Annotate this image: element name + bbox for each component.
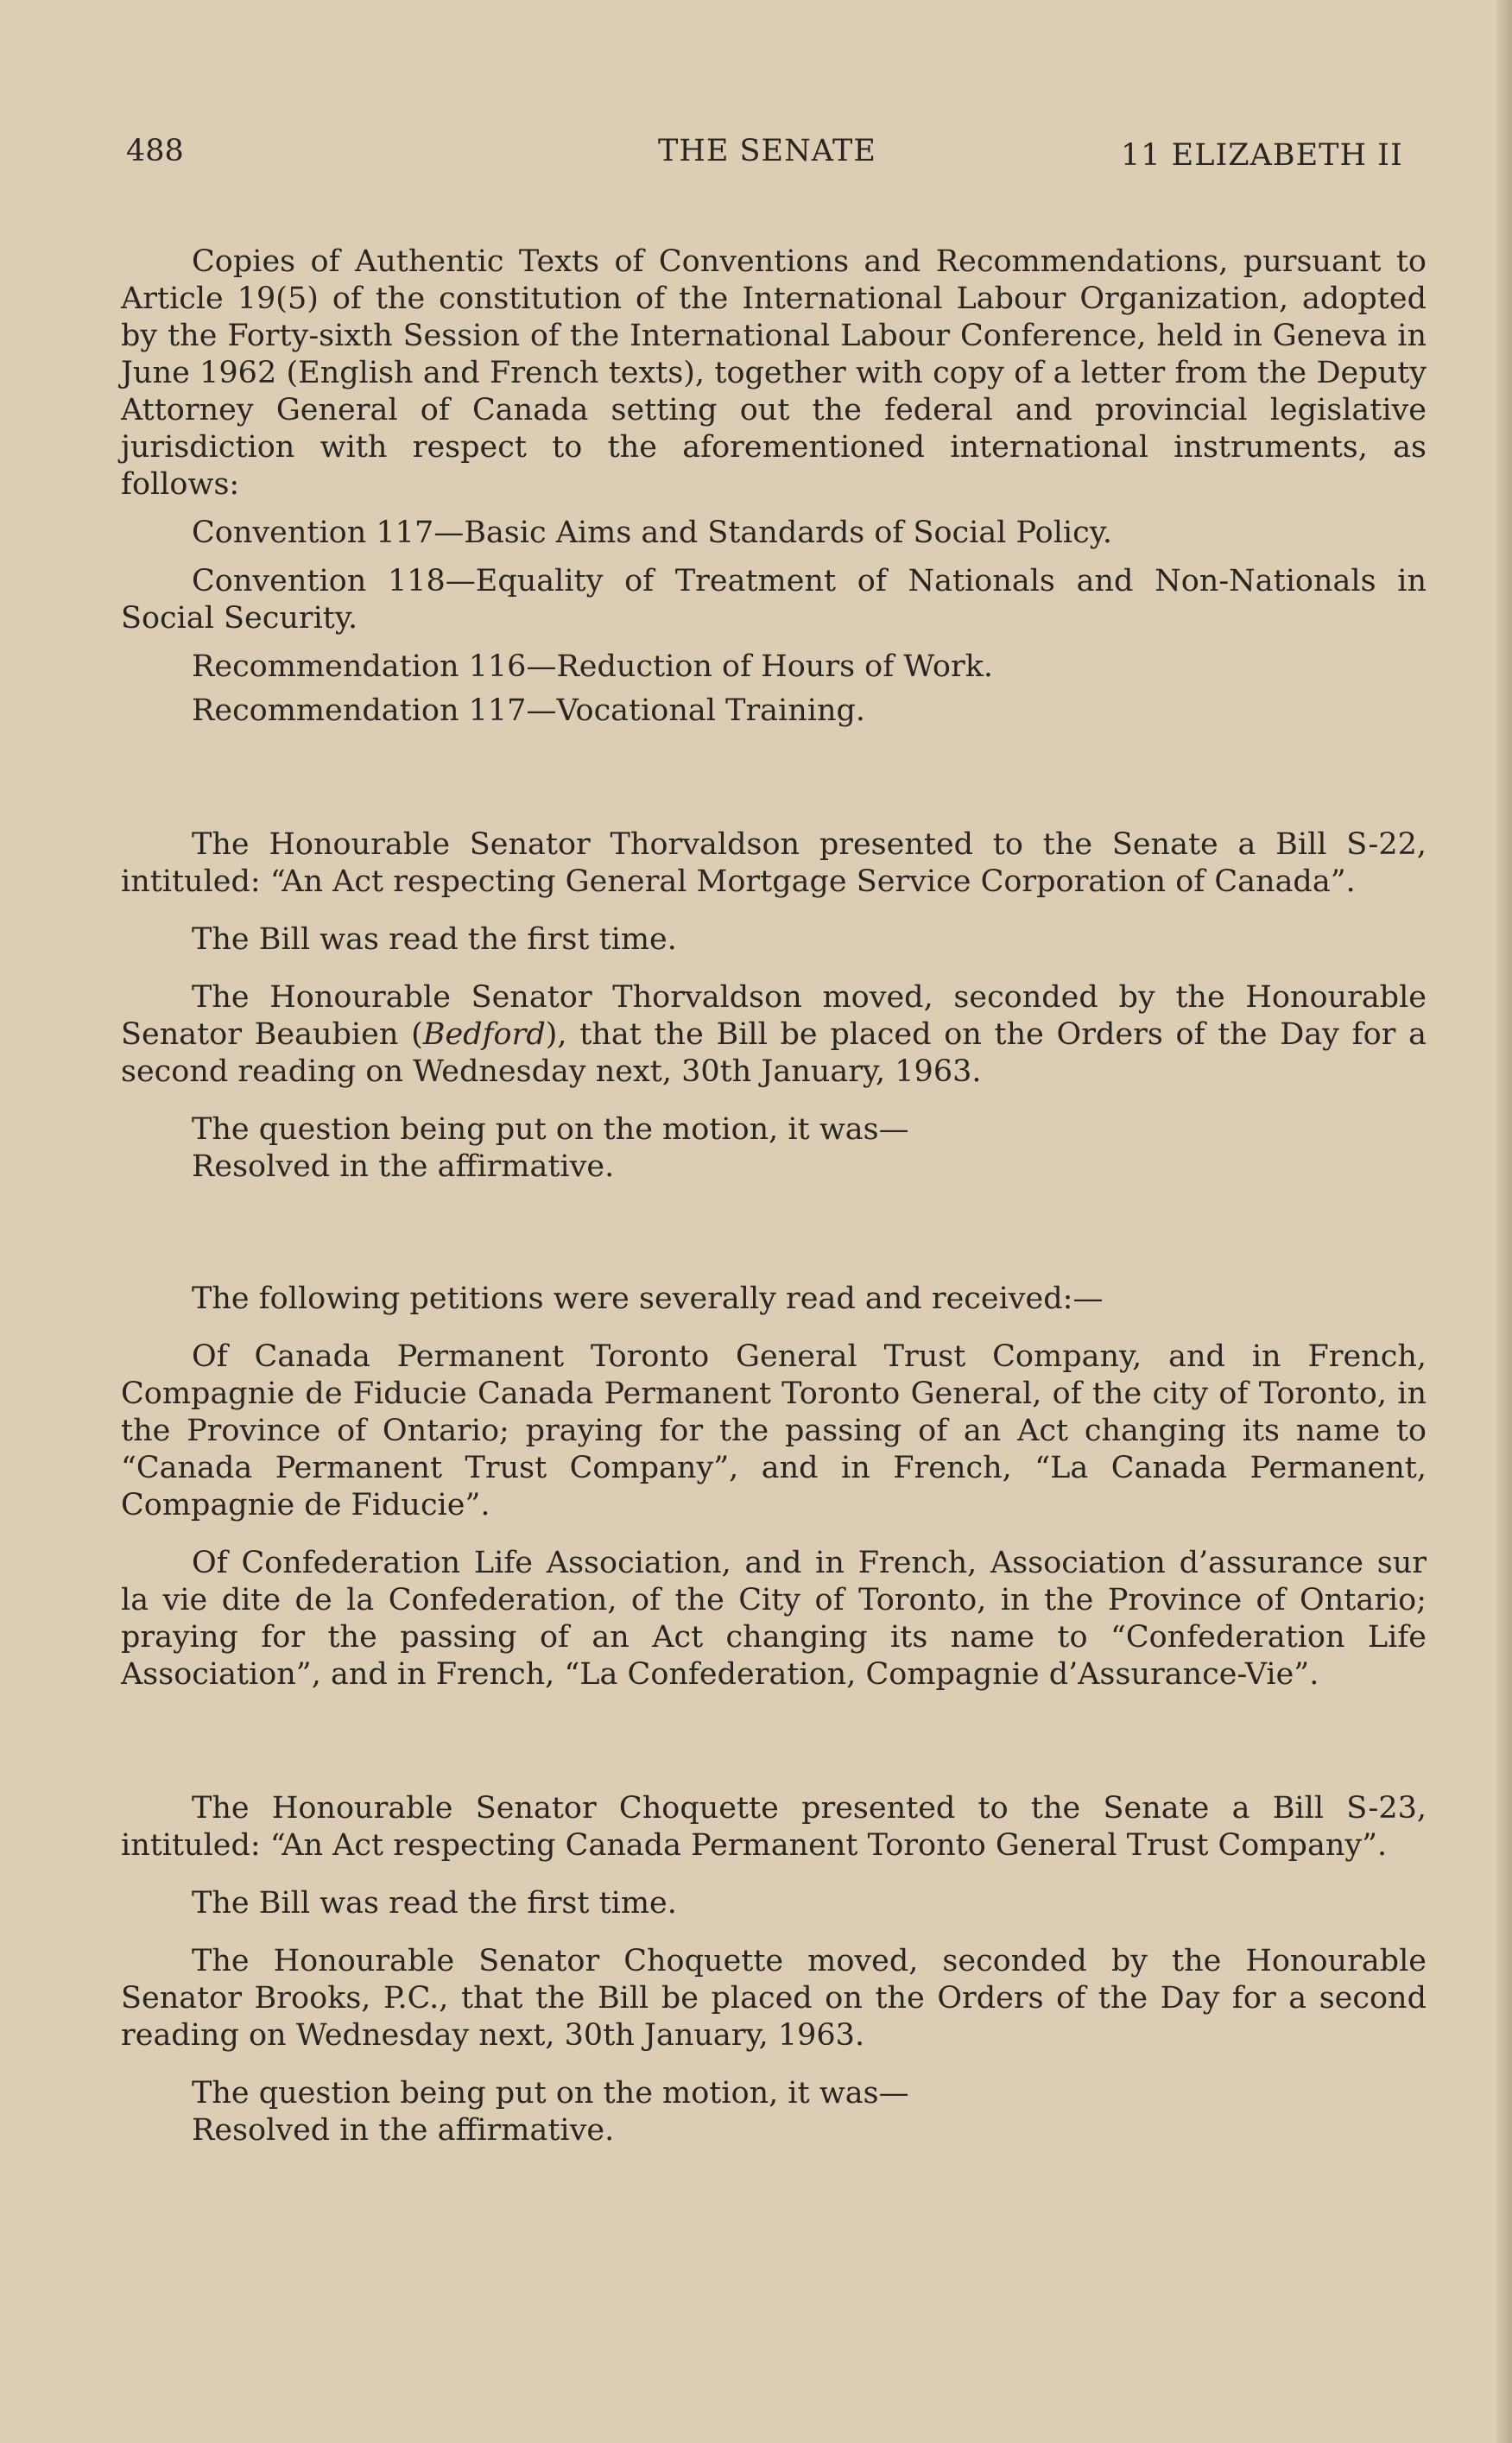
- petition-item: Of Confederation Life Association, and in French, Association d’assurance sur la vie dite de la Confederation, of the City of Toronto, in the Province of Ontario; praying for the passing of an Act changing its name to “Confederation Life Association”, and in French, “La Confederation, Compagnie d’Assurance-Vie”.: [121, 1546, 1427, 1692]
- page-number: 488: [126, 134, 184, 168]
- conventions-section: [121, 244, 1427, 730]
- resolved: Resolved in the affirmative.: [192, 1149, 615, 1184]
- resolved: Resolved in the affirmative.: [192, 2113, 615, 2148]
- motion-text: The Honourable Senator Thorvaldson moved, seconded by the Honourable Senator Beaubien (: [121, 980, 1427, 1052]
- bill-presented: The Honourable Senator Choquette presented to the Senate a Bill S-23, intituled: “An Act respecting Canada Permanent Toronto General Trust Company”.: [121, 1791, 1427, 1863]
- page-edge: [1496, 0, 1512, 2443]
- first-reading: The Bill was read the first time.: [192, 1886, 677, 1921]
- regnal-year: 11 ELIZABETH II: [1121, 138, 1403, 173]
- petitions-intro: The following petitions were severally read and received:—: [192, 1282, 1104, 1316]
- motion-riding: Bedford: [422, 1017, 546, 1052]
- convention-item: Convention 118—Equality of Treatment of Nationals and Non-Nationals in Social Security.: [121, 564, 1427, 636]
- recommendation-item: Recommendation 116—Reduction of Hours of Work.: [192, 649, 994, 684]
- recommendation-item: Recommendation 117—Vocational Training.: [192, 693, 866, 728]
- question-put: The question being put on the motion, it was—: [192, 2076, 909, 2111]
- first-reading: The Bill was read the first time.: [192, 922, 677, 957]
- page-body: [121, 244, 1427, 2149]
- question-put: The question being put on the motion, it was—: [192, 1112, 909, 1147]
- second-reading-motion: [121, 979, 1427, 1091]
- motion-text: ), that the Bill be placed on the Orders of the Day for a second reading on Wednesday next, 30th January, 1963.: [121, 1017, 1427, 1089]
- page-header: [0, 134, 1512, 177]
- running-title: THE SENATE: [658, 134, 876, 168]
- petitions-section: [121, 1281, 1427, 1693]
- petition-item: Of Canada Permanent Toronto General Trust Company, and in French, Compagnie de Fiducie Canada Permanent Toronto General, of the city of Toronto, in the Province of Ontario; praying for the passing of an Act changing its name to “Canada Permanent Trust Company”, and in French, “La Canada Permanent, Compagnie de Fiducie”.: [121, 1339, 1427, 1522]
- bill-presented: The Honourable Senator Thorvaldson presented to the Senate a Bill S-22, intituled: “An Act respecting General Mortgage Service Corporation of Canada”.: [121, 827, 1427, 899]
- bill-s22-section: [121, 826, 1427, 1186]
- conventions-intro: Copies of Authentic Texts of Conventions and Recommendations, pursuant to Article 19(5) of the constitution of the International Labour Organization, adopted by the Forty-sixth Session of the International Labour Conference, held in Geneva in June 1962 (English and French texts), together with copy of a letter from the Deputy Attorney General of Canada setting out the federal and provincial legislative jurisdiction with respect to the aforementioned international instruments, as follows:: [121, 244, 1427, 502]
- bill-s23-section: [121, 1790, 1427, 2149]
- second-reading-motion: The Honourable Senator Choquette moved, seconded by the Honourable Senator Brooks, P.C., that the Bill be placed on the Orders of the Day for a second reading on Wednesday next, 30th January, 1963.: [121, 1944, 1427, 2053]
- convention-item: Convention 117—Basic Aims and Standards of Social Policy.: [192, 516, 1112, 550]
